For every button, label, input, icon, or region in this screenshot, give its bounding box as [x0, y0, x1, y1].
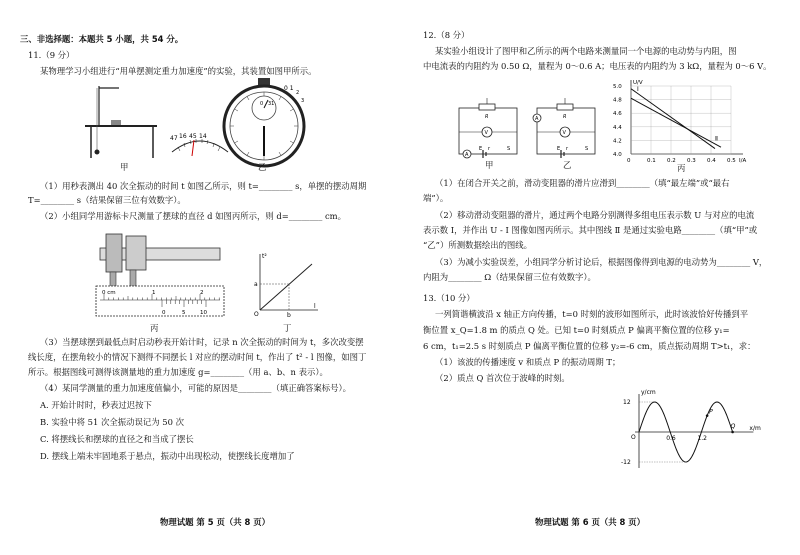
- dial-label-45: 45: [189, 133, 197, 140]
- right-page: [405, 0, 785, 555]
- t2-l-graph: [252, 250, 322, 319]
- ui-ytick-label: 4.0: [613, 152, 622, 158]
- graph-xlabel: l: [314, 303, 316, 310]
- dial-label-16: 16: [179, 133, 187, 140]
- pendulum-apparatus-figure: [85, 78, 165, 158]
- circuit-yi-R: R: [563, 114, 567, 120]
- q11-option-a: A. 开始计时时，秒表过迟按下: [40, 400, 152, 410]
- wave-origin: O: [631, 434, 636, 441]
- q13-q1: （1）该波的传播速度 v 和质点 P 的振动周期 T；: [435, 357, 621, 367]
- q12-intro-line2: 中电流表的内阻约为 0.50 Ω，量程为 0～0.6 A；电压表的内阻约为 3 kΩ，量程为 0～6 V。: [423, 61, 772, 71]
- ui-chart-label: 丙: [677, 163, 686, 173]
- q12-header: 12.（8 分）: [423, 30, 470, 40]
- q11-option-d: D. 摆线上端未牢固地系于悬点，振动中出现松动，使摆线长度增加了: [40, 451, 295, 461]
- ui-ytick-label: 4.4: [613, 124, 622, 131]
- circuit-jia-E: E: [479, 146, 483, 152]
- circuit-jia-R: R: [485, 114, 489, 120]
- wave-ytick-m12: -12: [621, 459, 631, 466]
- q12-p2-line2: 表示数 I，并作出 U - I 图像如图丙所示。其中图线 Ⅱ 是通过实验电路________（填“甲”或: [423, 225, 758, 235]
- graph-ylabel: t²: [262, 253, 267, 260]
- q11-p1-line1: （1）用秒表测出 40 次全振动的时间 t 如图乙所示，则 t=________ s，单摆的摆动周期: [40, 181, 367, 191]
- section-title: 三、非选择题：本题共 5 小题，共 54 分。: [20, 34, 184, 44]
- fig-ding-label: 丁: [283, 323, 292, 333]
- fig-yi-label: 乙: [258, 162, 267, 172]
- vernier-main-1: 1: [152, 290, 156, 296]
- stopwatch-side-2: 2: [296, 90, 300, 96]
- graph-b-label: b: [287, 312, 291, 319]
- circuit-yi-E: E: [557, 146, 561, 152]
- ui-ytick-label: 4.6: [613, 111, 622, 118]
- q11-header: 11.（9 分）: [28, 50, 75, 60]
- q11-p4: （4）某同学测量的重力加速度值偏小，可能的原因是________（填正确答案标号）。: [40, 383, 352, 393]
- ui-xlabel: I/A: [739, 158, 747, 164]
- ui-series-line-2: [631, 98, 721, 147]
- q11-p3-line1: （3）当摆球摆到最低点时启动秒表开始计时，记录 n 次全振动的时间为 t，多次改变摆: [40, 337, 364, 347]
- q12-p1-line2: 端”）。: [423, 193, 449, 203]
- vernier-sub-5: 5: [182, 310, 186, 316]
- wave-point-p: [706, 414, 709, 417]
- circuit-yi-A: A: [535, 116, 539, 122]
- q12-p1-line1: （1）在闭合开关之前，滑动变阻器的滑片应滑到________（填“最左端”或“最右: [435, 178, 730, 188]
- q11-intro: 某物理学习小组进行“用单摆测定重力加速度”的实验，其装置如图甲所示。: [40, 66, 317, 76]
- u-i-chart: [609, 78, 759, 164]
- circuit-yi-r: r: [566, 146, 569, 152]
- ui-xtick-label: 0.2: [667, 158, 676, 164]
- wave-p-label: P: [709, 408, 713, 416]
- q11-p3-line2: 线长度，在摆角较小的情况下测得不同摆长 l 对应的摆动时间 t，作出了 t² - l 图像，如图丁: [28, 352, 367, 362]
- stopwatch-inner-0: 0: [260, 101, 264, 107]
- ui-line2-label: Ⅱ: [715, 135, 718, 143]
- q12-intro-line1: 某实验小组设计了图甲和乙所示的两个电路来测量同一个电源的电动势与内阻，图: [435, 46, 737, 56]
- circuit-jia-V: V: [484, 130, 488, 136]
- vernier-sub-10: 10: [200, 310, 207, 316]
- circuit-yi-V: V: [562, 130, 566, 136]
- q11-option-c: C. 将摆线长和摆球的直径之和当成了摆长: [40, 434, 194, 444]
- left-footer: 物理试题 第 5 页（共 8 页）: [160, 517, 270, 527]
- wave-graph: [621, 389, 773, 472]
- ui-ytick-label: 4.8: [613, 97, 622, 104]
- q11-p2: （2）小组同学用游标卡尺测量了摆球的直径 d 如图丙所示，则 d=________ cm。: [40, 211, 346, 221]
- q12-p2-line1: （2）移动滑动变阻器的滑片，通过两个电路分别测得多组电压表示数 U 与对应的电流: [435, 210, 755, 220]
- dial-label-14: 14: [199, 133, 207, 140]
- q11-option-b: B. 实验中将 51 次全振动误记为 50 次: [40, 417, 184, 427]
- q13-header: 13.（10 分）: [423, 293, 475, 303]
- wave-q-label: Q: [730, 423, 736, 430]
- wave-xlabel: x/m: [749, 425, 761, 432]
- circuit-jia-A: A: [465, 152, 469, 158]
- ui-ytick-label: 4.2: [613, 138, 622, 145]
- fig-jia-label: 甲: [120, 162, 129, 172]
- graph-origin: O: [254, 311, 259, 318]
- circuit-jia-label: 甲: [485, 160, 494, 170]
- stopwatch-side-3: 3: [301, 98, 305, 104]
- graph-a-label: a: [254, 281, 258, 288]
- circuit-jia-S: S: [507, 146, 511, 152]
- q11-p3-line3: 所示。根据图线可测得该测量地的重力加速度 g=________（用 a、b、n 表示）。: [28, 367, 328, 377]
- ui-xtick-label: 0: [627, 158, 631, 164]
- dial-label-47: 47: [170, 135, 178, 142]
- ui-line1-label: Ⅰ: [637, 85, 639, 93]
- vernier-caliper-figure: [96, 228, 226, 320]
- q12-p3-line1: （3）为减小实验误差，小组同学分析讨论后，根据图像得到电源的电动势为________ V，: [435, 257, 768, 267]
- right-footer: 物理试题 第 6 页（共 8 页）: [535, 517, 645, 527]
- vernier-main-2: 2: [200, 290, 204, 296]
- wave-ytick-12: 12: [623, 399, 631, 406]
- vernier-sub-0: 0: [162, 310, 166, 316]
- left-page: [0, 0, 380, 555]
- q13-line2: 衡位置 x_Q=1.8 m 的质点 Q 处。已知 t=0 时刻质点 P 偏离平衡位置的位移 y₁=: [423, 325, 730, 335]
- wave-xtick-06: 0.6: [666, 435, 676, 442]
- circuit-yi-label: 乙: [563, 160, 572, 170]
- q13-line3: 6 cm，t₁=2.5 s 时刻质点 P 偏离平衡位置的位移 y₂=-6 cm，质点振动周期 T>t₁，求：: [423, 341, 756, 351]
- q12-p2-line3: “乙”）所测数据绘出的图线。: [423, 240, 533, 250]
- q12-p3-line2: 内阻为________ Ω（结果保留三位有效数字）。: [423, 272, 596, 282]
- ui-ytick-label: 5.0: [613, 84, 622, 90]
- ui-xtick-label: 0.4: [707, 158, 716, 164]
- circuit-yi-figure: [533, 96, 599, 158]
- ui-xtick-label: 0.3: [687, 158, 696, 164]
- ui-series-line-1: [631, 89, 715, 149]
- fig-bing-label: 丙: [150, 323, 159, 333]
- circuit-jia-figure: [455, 96, 521, 158]
- dial-detail-figure: [170, 128, 230, 158]
- q11-p1-line2: T=________ s（结果保留三位有效数字）。: [28, 195, 186, 205]
- wave-xtick-12: 1.2: [697, 435, 707, 442]
- ui-xtick-label: 0.5: [727, 158, 736, 164]
- circuit-yi-S: S: [585, 146, 589, 152]
- wave-ylabel: y/cm: [641, 389, 656, 396]
- stopwatch-figure: [222, 78, 308, 168]
- wave-point-q: [731, 431, 734, 434]
- circuit-jia-r: r: [488, 146, 491, 152]
- stopwatch-inner-31: 31: [268, 101, 275, 107]
- ui-xtick-label: 0.1: [647, 158, 656, 164]
- q13-q2: （2）质点 Q 首次位于波峰的时刻。: [435, 373, 570, 383]
- stopwatch-top-label: 0 1: [284, 85, 294, 92]
- vernier-main-0: 0 cm: [102, 290, 116, 296]
- q13-line1: 一列简谐横波沿 x 轴正方向传播，t=0 时刻的波形如图所示，此时该波恰好传播到平: [435, 309, 749, 319]
- ui-ylabel: U/V: [633, 80, 643, 86]
